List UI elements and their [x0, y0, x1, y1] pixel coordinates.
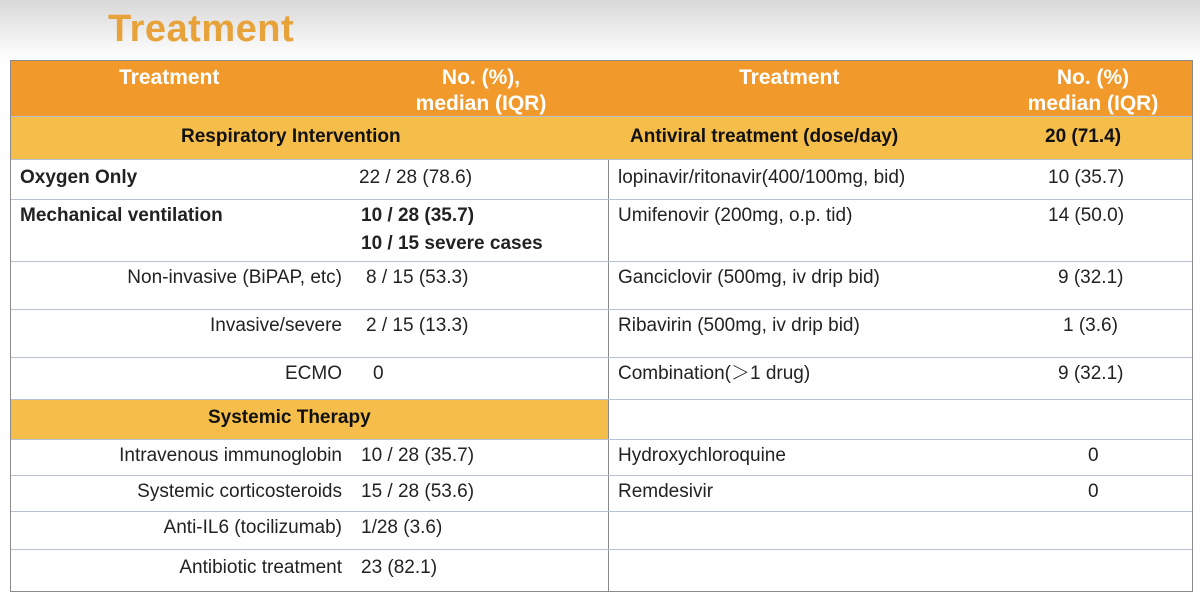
- table-row: [11, 262, 608, 310]
- left-header-count-line2: median (IQR): [415, 92, 547, 115]
- left-table-half: [11, 61, 609, 591]
- slide-title: Treatment: [108, 8, 295, 50]
- row-label: Umifenovir (200mg, o.p. tid): [618, 205, 853, 226]
- table-row: [608, 440, 1192, 476]
- row-value: 0: [373, 363, 384, 384]
- row-label: Anti-IL6 (tocilizumab): [163, 517, 342, 538]
- row-label: Systemic corticosteroids: [137, 481, 342, 502]
- row-value: 1 (3.6): [1063, 315, 1118, 336]
- row-value: 10 / 28 (35.7): [361, 205, 475, 226]
- row-value: 23 (82.1): [361, 557, 438, 578]
- section-respiratory-label: Respiratory Intervention: [181, 126, 401, 147]
- table-row-empty: [608, 512, 1192, 550]
- table-row: [11, 200, 608, 262]
- row-label: Hydroxychloroquine: [618, 445, 786, 466]
- row-value: 0: [1088, 445, 1099, 466]
- table-row: [608, 310, 1192, 358]
- row-value: 9 (32.1): [1058, 363, 1124, 384]
- row-label: Remdesivir: [618, 481, 714, 502]
- table-row: [608, 262, 1192, 310]
- treatment-table: [10, 60, 1193, 592]
- left-header-count-line1: No. (%),: [441, 66, 521, 89]
- section-antiviral-label: Antiviral treatment (dose/day): [630, 126, 899, 147]
- table-row: [11, 476, 608, 512]
- row-value-secondary: 10 / 15 severe cases: [361, 233, 543, 254]
- row-value: 22 / 28 (78.6): [359, 167, 473, 188]
- row-value: 0: [1088, 481, 1099, 502]
- table-row: [608, 160, 1192, 200]
- row-label: Antibiotic treatment: [179, 557, 342, 578]
- right-header-count-line1: No. (%): [1056, 66, 1130, 89]
- row-value: 8 / 15 (53.3): [366, 267, 469, 288]
- row-label: Non-invasive (BiPAP, etc): [127, 267, 342, 288]
- row-label: Combination(＞1 drug): [618, 363, 811, 384]
- row-label: Mechanical ventilation: [20, 205, 223, 226]
- row-value: 15 / 28 (53.6): [361, 481, 475, 502]
- section-systemic-label: Systemic Therapy: [208, 407, 371, 428]
- section-antiviral-value: 20 (71.4): [1045, 126, 1122, 147]
- right-header-count-line2: median (IQR): [1027, 92, 1159, 115]
- row-value: 1/28 (3.6): [361, 517, 443, 538]
- right-table-half: [608, 61, 1192, 591]
- right-header-treatment: Treatment: [739, 66, 840, 89]
- section-antiviral-treatment: [608, 117, 1192, 160]
- row-value: 14 (50.0): [1048, 205, 1125, 226]
- row-label: ECMO: [285, 363, 342, 384]
- row-value: 10 (35.7): [1048, 167, 1125, 188]
- table-row: [11, 440, 608, 476]
- row-value: 2 / 15 (13.3): [366, 315, 469, 336]
- row-value: 10 / 28 (35.7): [361, 445, 475, 466]
- table-row: [11, 310, 608, 358]
- left-header-row: [11, 61, 608, 117]
- row-label: Oxygen Only: [20, 167, 138, 188]
- table-row: [11, 550, 608, 593]
- table-row: [11, 160, 608, 200]
- row-label: Ganciclovir (500mg, iv drip bid): [618, 267, 880, 288]
- section-systemic-therapy: [11, 400, 608, 440]
- table-row-empty: [608, 550, 1192, 593]
- right-header-row: [608, 61, 1192, 117]
- table-row: [11, 512, 608, 550]
- table-row: [608, 476, 1192, 512]
- row-label: Ribavirin (500mg, iv drip bid): [618, 315, 860, 336]
- row-label: Intravenous immunoglobin: [119, 445, 342, 466]
- row-value: 9 (32.1): [1058, 267, 1124, 288]
- section-respiratory-intervention: [11, 117, 608, 160]
- table-row: [11, 358, 608, 400]
- row-label: Invasive/severe: [209, 315, 342, 336]
- left-header-treatment: Treatment: [119, 66, 220, 89]
- table-row-empty: [608, 400, 1192, 440]
- table-row: [608, 200, 1192, 262]
- row-label: lopinavir/ritonavir(400/100mg, bid): [618, 167, 906, 188]
- table-row: [608, 358, 1192, 400]
